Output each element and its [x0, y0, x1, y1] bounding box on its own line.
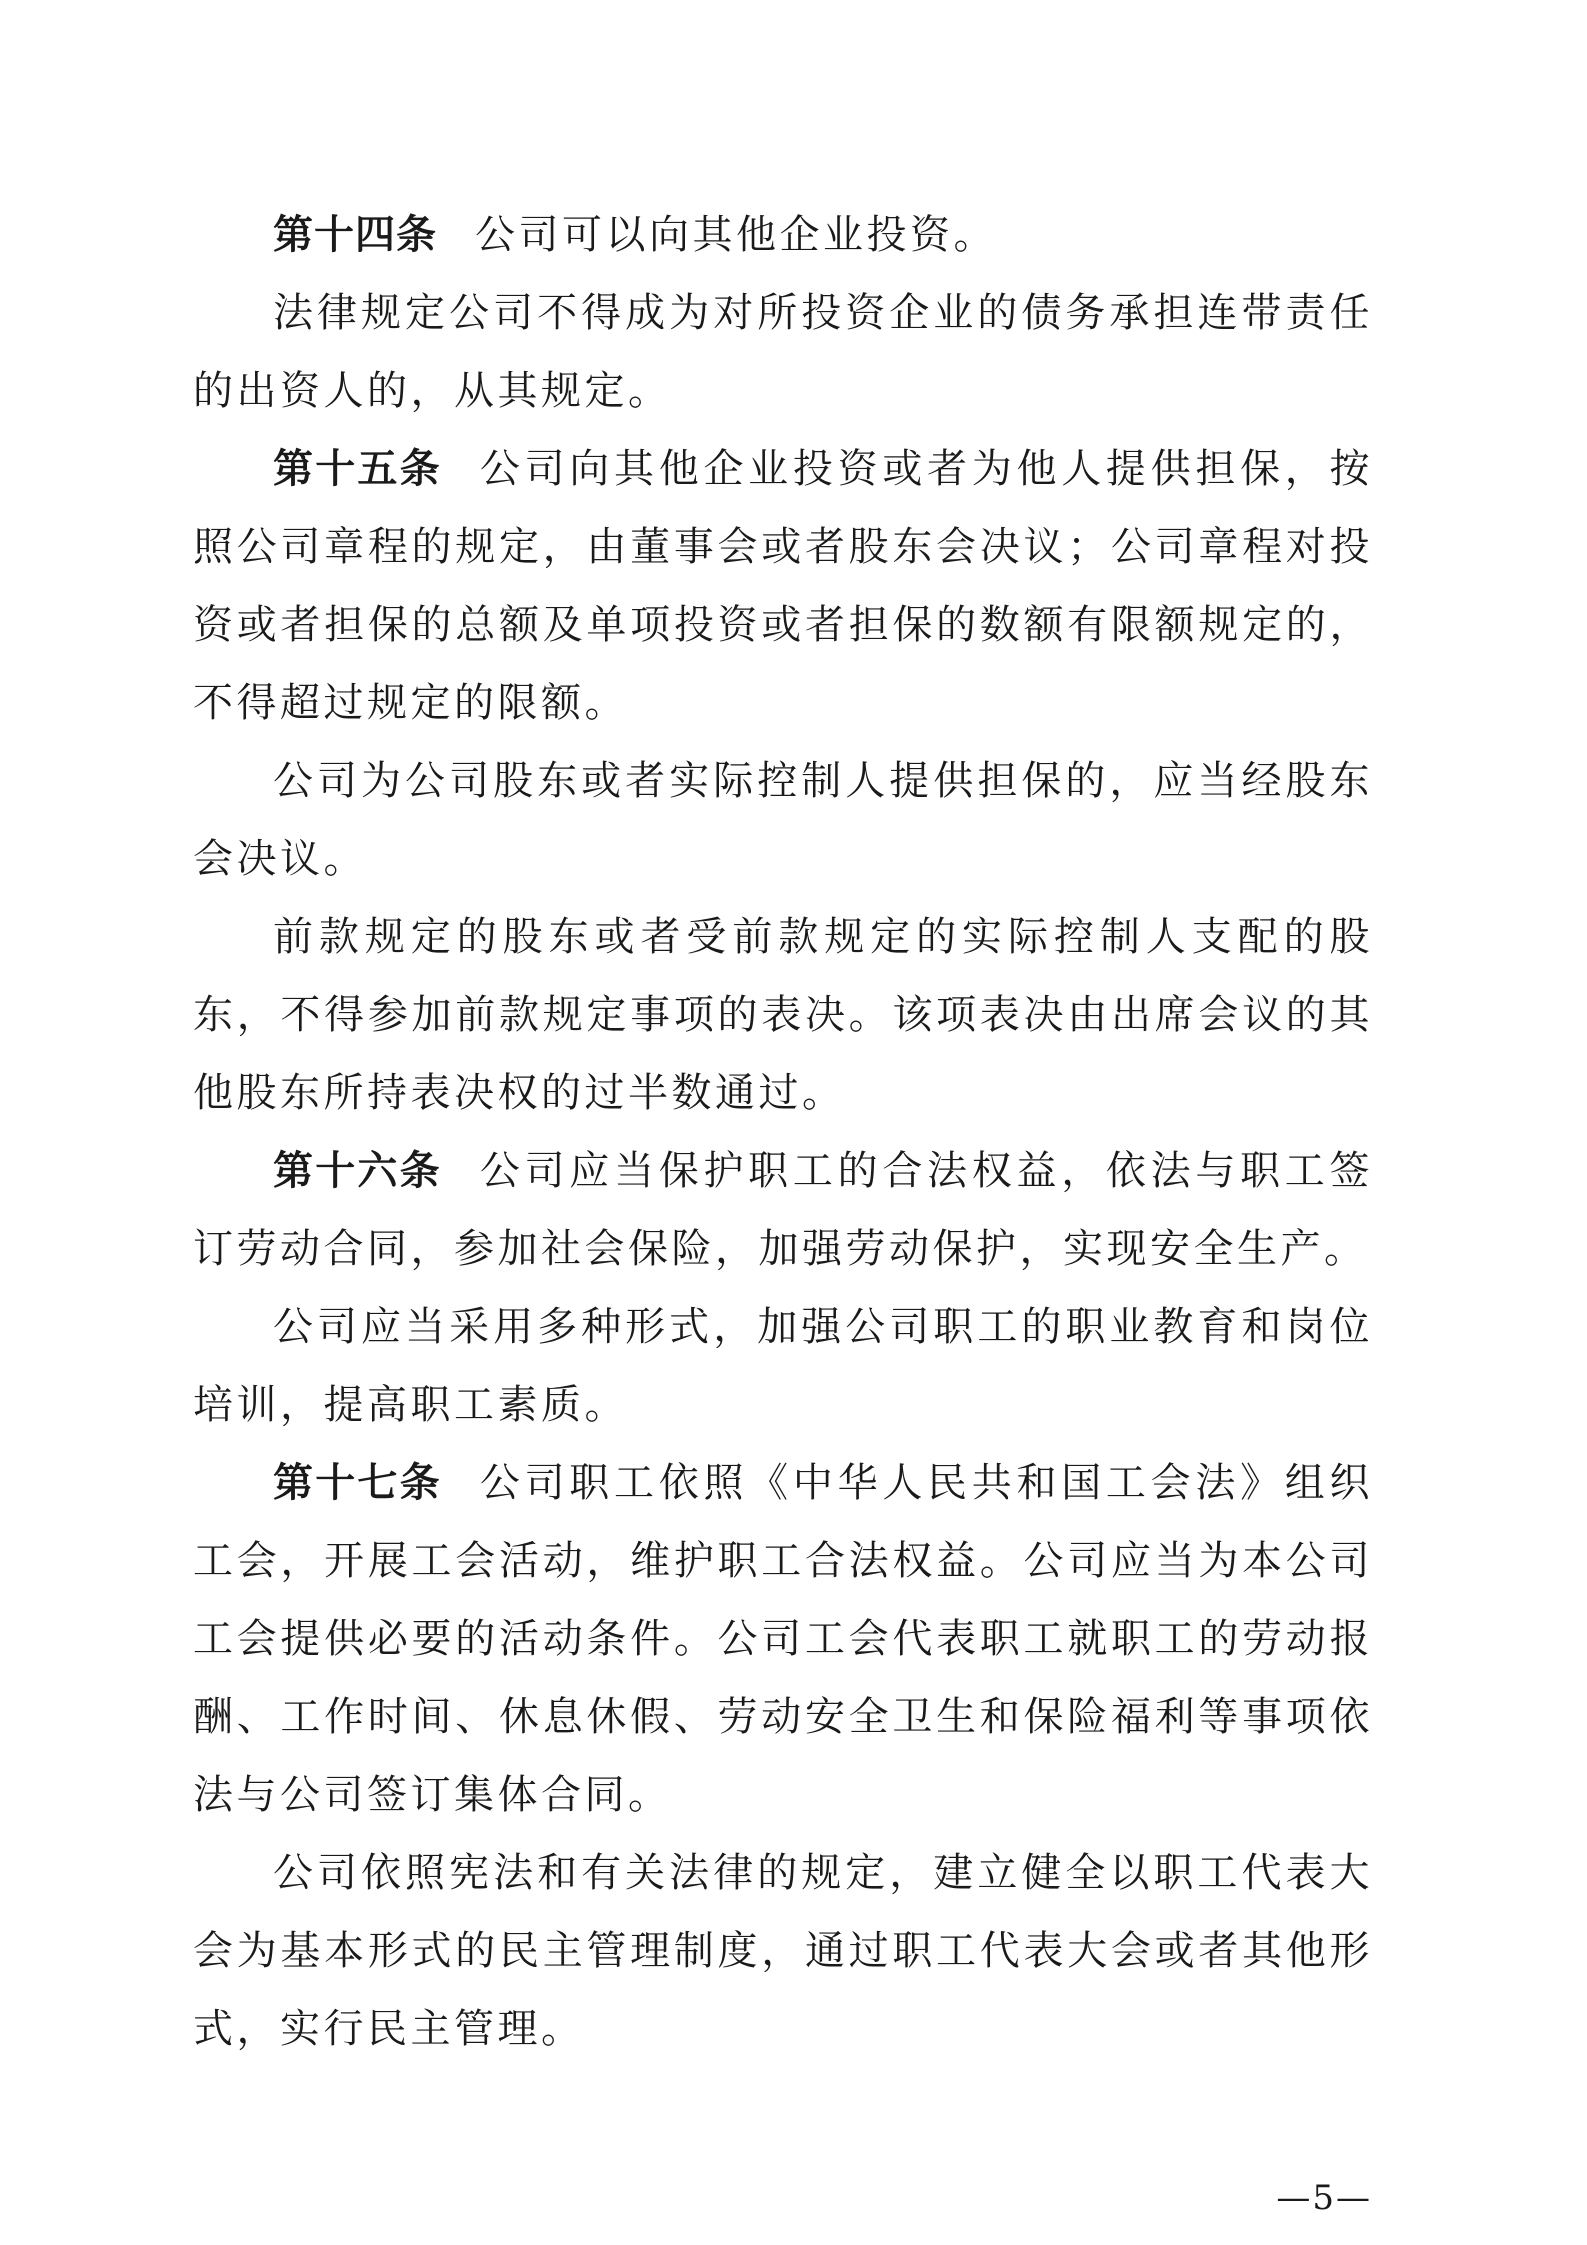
paragraph-article-14 — [193, 196, 1373, 274]
article-heading: 第十六条 — [273, 1148, 442, 1194]
article-heading: 第十七条 — [273, 1460, 442, 1506]
article-heading: 第十四条 — [273, 212, 437, 258]
paragraph-article-16 — [193, 1132, 1373, 1288]
paragraph-text: 公司向其他企业投资或者为他人提供担保，按照公司章程的规定，由董事会或者股东会决议；公司章程对投资或者担保的总额及单项投资或者担保的数额有限额规定的，不得超过规定的限额。 — [193, 446, 1374, 726]
paragraph-text: 法律规定公司不得成为对所投资企业的债务承担连带责任的出资人的，从其规定。 — [193, 290, 1373, 414]
paragraph-text: 公司应当保护职工的合法权益，依法与职工签订劳动合同，参加社会保险，加强劳动保护，实现安全生产。 — [193, 1148, 1374, 1272]
paragraph-article-17 — [193, 1444, 1373, 1834]
paragraph-article-15 — [193, 430, 1373, 742]
paragraph-text: 公司应当采用多种形式，加强公司职工的职业教育和岗位培训，提高职工素质。 — [193, 1304, 1373, 1428]
paragraph — [193, 742, 1373, 898]
paragraph-text: 前款规定的股东或者受前款规定的实际控制人支配的股东，不得参加前款规定事项的表决。该项表决由出席会议的其他股东所持表决权的过半数通过。 — [193, 914, 1373, 1116]
paragraph — [193, 1834, 1373, 2068]
paragraph — [193, 1288, 1373, 1444]
article-heading: 第十五条 — [273, 446, 442, 492]
page-number: —5— — [1276, 2178, 1372, 2218]
paragraph-text: 公司为公司股东或者实际控制人提供担保的，应当经股东会决议。 — [193, 758, 1373, 882]
document-body — [193, 196, 1373, 2068]
paragraph-text: 公司职工依照《中华人民共和国工会法》组织工会，开展工会活动，维护职工合法权益。公司应当为本公司工会提供必要的活动条件。公司工会代表职工就职工的劳动报酬、工作时间、休息休假、劳动安全卫生和保险福利等事项依法与公司签订集体合同。 — [193, 1460, 1374, 1818]
paragraph-text: 公司依照宪法和有关法律的规定，建立健全以职工代表大会为基本形式的民主管理制度，通过职工代表大会或者其他形式，实行民主管理。 — [193, 1850, 1373, 2052]
paragraph-text: 公司可以向其他企业投资。 — [475, 212, 997, 258]
paragraph — [193, 898, 1373, 1132]
paragraph — [193, 274, 1373, 430]
